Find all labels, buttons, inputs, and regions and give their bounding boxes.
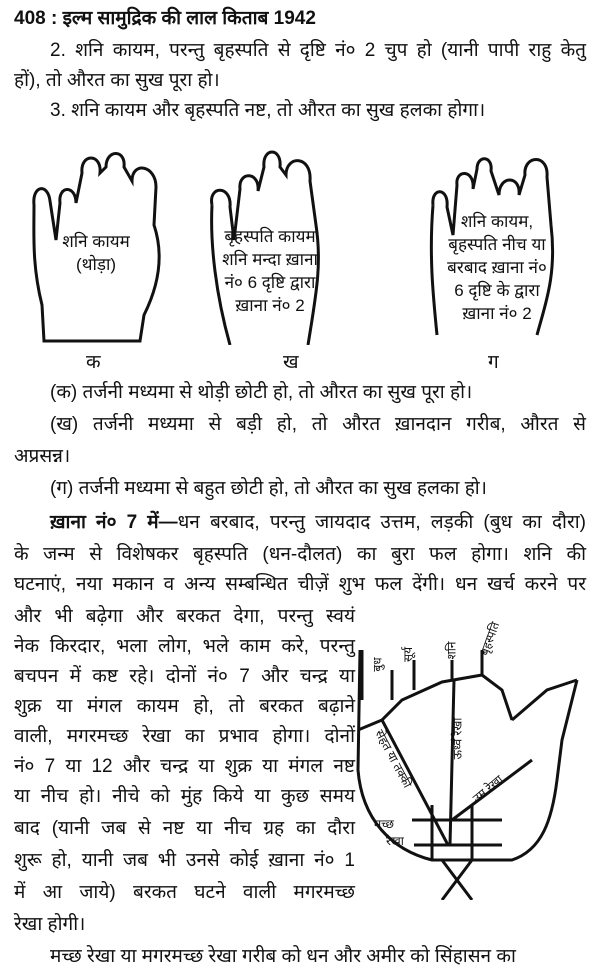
- item-3: 3. शनि कायम और बृहस्पति नष्ट, तो औरत का सुख हलका होगा।: [50, 100, 486, 121]
- explanation-ga: (ग) तर्जनी मध्यमा से बहुत छोटी हो, तो औरत का सुख हलका हो।: [50, 478, 487, 499]
- hand-figure-ga: [425, 145, 585, 345]
- section7-line-4: और भी बढ़ेगा और बरकत देगा, परन्तु स्वयं: [14, 606, 355, 627]
- palm-label-brihaspati: बृहस्पति: [477, 619, 503, 658]
- figure-letter-ga: ग: [488, 352, 499, 373]
- page-header: 408 : इल्म सामुद्रिक की लाल किताब 1942: [14, 8, 316, 29]
- item-2-line-1: 2. शनि कायम, परन्तु बृहस्पति से दृष्टि नं० 2 चुप हो (यानी पापी राहु केतु: [50, 40, 586, 61]
- section7-line-12: शुरू हो, यानी जब भी उनसे कोई ख़ाना नं० 1: [14, 850, 355, 871]
- palm-diagram: [352, 620, 592, 900]
- section7-line-1: ख़ाना नं० 7 में—धन बरबाद, परन्तु जायदाद उत्तम, लड़की (बुध का दौरा): [50, 512, 586, 533]
- palm-label-rekha: रेखा: [386, 834, 404, 848]
- figure-letter-ka: क: [86, 352, 101, 373]
- section7-line-6: बचपन में कष्ट रहे। दोनों नं० 7 और चन्द्र या: [14, 666, 355, 687]
- section7-line-13: में आ जाये) बरकत घटने वाली मगरमच्छ: [14, 882, 355, 903]
- hand-figure-kha: [190, 145, 340, 345]
- item-2-line-2: हों), तो औरत का सुख पूरा हो।: [14, 70, 220, 91]
- section7-line-3: घटनाएं, नया मकान व अन्य सम्बन्धित चीज़ें शुभ फल देंगी। धन खर्च करने पर: [14, 574, 586, 595]
- section7-line-9: नं० 7 या 12 और चन्द्र या शुक्र या मंगल नष्ट: [14, 756, 355, 777]
- palm-label-surya: सूर्य: [401, 646, 416, 663]
- section7-line-2: के जन्म से विशेषकर बृहस्पति (धन-दौलत) का बुरा फल होगा। शनि की: [14, 544, 586, 565]
- section7-line-8: वाली, मगरमच्छ रेखा का प्रभाव होगा। दोनों: [14, 726, 355, 747]
- hand-label-ka: शनि कायम (थोड़ा): [62, 232, 130, 274]
- palm-label-sehat-line: सेहत या तक्की: [372, 727, 415, 791]
- hand-figure-ka: [14, 145, 174, 345]
- hand-label-kha: बृहस्पति कायम शनि मन्दा ख़ाना नं० 6 दृष्टि द्वारा ख़ाना नं० 2: [222, 227, 318, 315]
- palm-label-machh: मच्छ: [374, 817, 395, 831]
- palm-label-umr-rekha: उम्र रेखा: [469, 772, 506, 806]
- palm-label-budh: बुध: [370, 657, 385, 672]
- explanation-kha-line-1: (ख) तर्जनी मध्यमा से बड़ी हो, तो औरत ख़ानदान गरीब, औरत से: [50, 414, 586, 435]
- section7-line-14: रेखा होगी।: [14, 914, 86, 935]
- explanation-ka: (क) तर्जनी मध्यमा से थोड़ी छोटी हो, तो औरत का सुख पूरा हो।: [50, 382, 473, 403]
- section7-line-10: या नीच हो। नीचे को मुंह किये या कुछ समय: [14, 786, 355, 807]
- figure-letter-kha: ख: [283, 352, 299, 373]
- explanation-kha-line-2: अप्रसन्न।: [14, 446, 71, 467]
- hand-label-ga: शनि कायम, बृहस्पति नीच या बरबाद ख़ाना नं० 6 दृष्टि के द्वारा ख़ाना नं० 2: [447, 212, 547, 323]
- section7-line-11: बाद (यानी जब से नष्ट या नीच ग्रह का दौरा: [14, 818, 355, 839]
- section7-line-7: शुक्र या मंगल कायम हो, तो बरकत बढ़ाने: [14, 696, 355, 717]
- palm-label-urdhva-rekha: ऊर्ध्व रेखा: [450, 717, 465, 760]
- section7-line-5: नेक किरदार, भला लोग, भले काम करे, परन्तु: [14, 636, 355, 657]
- section7-heading: ख़ाना नं० 7 में—: [50, 512, 178, 533]
- section7-last-line: मच्छ रेखा या मगरमच्छ रेखा गरीब को धन और अमीर को सिंहासन का: [50, 946, 516, 967]
- palm-label-shani: शनि: [444, 641, 459, 660]
